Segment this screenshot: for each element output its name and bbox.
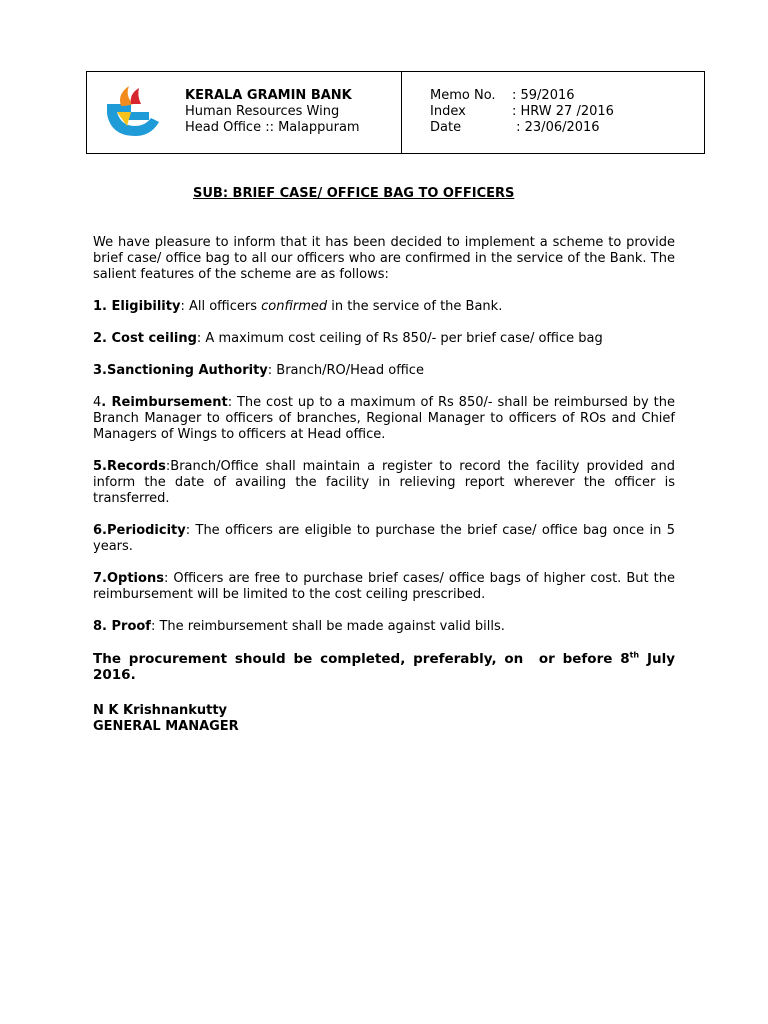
letterhead-org-cell — [87, 72, 402, 153]
item-text: : A maximum cost ceiling of Rs 850/- per brief case/ office bag — [196, 331, 603, 346]
closing-superscript: th — [629, 650, 640, 660]
signatory-name: N K Krishnankutty — [93, 703, 228, 718]
item-options — [93, 571, 675, 603]
item-text: : All officers — [180, 299, 262, 314]
closing-text: The procurement should be completed, preferably, on or before 8 — [93, 651, 630, 667]
closing-text-end: July 2016. — [93, 651, 676, 683]
item-text: : The officers are eligible to purchase the brief case/ office bag once in 5 years. — [93, 523, 675, 554]
memo-date-value: : 23/06/2016 — [512, 120, 600, 135]
item-label: 5.Records — [93, 459, 166, 474]
item-label: 8. Proof — [93, 619, 151, 634]
signatory-title: GENERAL MANAGER — [93, 719, 239, 734]
memo-index-value: : HRW 27 /2016 — [512, 104, 614, 119]
item-sanctioning-authority — [93, 363, 675, 379]
intro-paragraph: We have pleasure to inform that it has been decided to implement a scheme to provide brief case/ office bag to all our officers who are confirmed in the service of the Bank. The salient features of the scheme are as follows: — [93, 235, 675, 282]
letterhead-box — [86, 71, 705, 154]
memo-number-value: : 59/2016 — [512, 88, 575, 103]
signature-block — [93, 703, 239, 735]
item-records — [93, 459, 675, 507]
org-office: Head Office :: Malappuram — [185, 120, 360, 135]
memo-number-label: Memo No. — [430, 88, 496, 103]
bank-logo-icon — [101, 82, 163, 140]
item-label: . Reimbursement — [101, 395, 228, 410]
letterhead-memo-cell — [402, 72, 704, 153]
item-text: : Officers are free to purchase brief cases/ office bags of higher cost. But the reimbursement will be limited to the cost ceiling prescribed. — [93, 571, 675, 602]
item-label: 7.Options — [93, 571, 164, 586]
memo-details — [430, 88, 614, 136]
item-label: 6.Periodicity — [93, 523, 186, 538]
memo-index-label: Index — [430, 104, 466, 119]
memo-date-label: Date — [430, 120, 462, 135]
item-number: 4 — [93, 395, 102, 410]
closing-statement — [93, 651, 675, 683]
item-proof — [93, 619, 675, 635]
org-block — [185, 88, 360, 136]
item-emphasis: confirmed — [261, 299, 328, 314]
item-eligibility — [93, 299, 675, 315]
item-text: : The cost up to a maximum of Rs 850/- shall be reimbursed by the Branch Manager to officers of branches, Regional Manager to officers of ROs and Chief Managers of Wings to officers at Head office. — [93, 395, 675, 442]
item-label: 1. Eligibility — [93, 299, 181, 314]
memo-date-row — [430, 120, 614, 136]
subject-line: SUB: BRIEF CASE/ OFFICE BAG TO OFFICERS — [193, 186, 515, 201]
memo-number-row — [430, 88, 614, 104]
item-text: : Branch/RO/Head office — [267, 363, 424, 378]
item-text: :Branch/Office shall maintain a register to record the facility provided and inform the date of availing the facility in relieving report wherever the officer is transferred. — [93, 459, 675, 506]
org-wing: Human Resources Wing — [185, 104, 340, 119]
memo-body — [93, 235, 675, 683]
item-text: in the service of the Bank. — [327, 299, 503, 314]
item-label: 3.Sanctioning Authority — [93, 363, 268, 378]
item-label: 2. Cost ceiling — [93, 331, 197, 346]
item-periodicity — [93, 523, 675, 555]
org-name: KERALA GRAMIN BANK — [185, 88, 352, 103]
item-cost-ceiling — [93, 331, 675, 347]
item-reimbursement — [93, 395, 675, 443]
memo-index-row — [430, 104, 614, 120]
item-text: : The reimbursement shall be made against valid bills. — [150, 619, 505, 634]
